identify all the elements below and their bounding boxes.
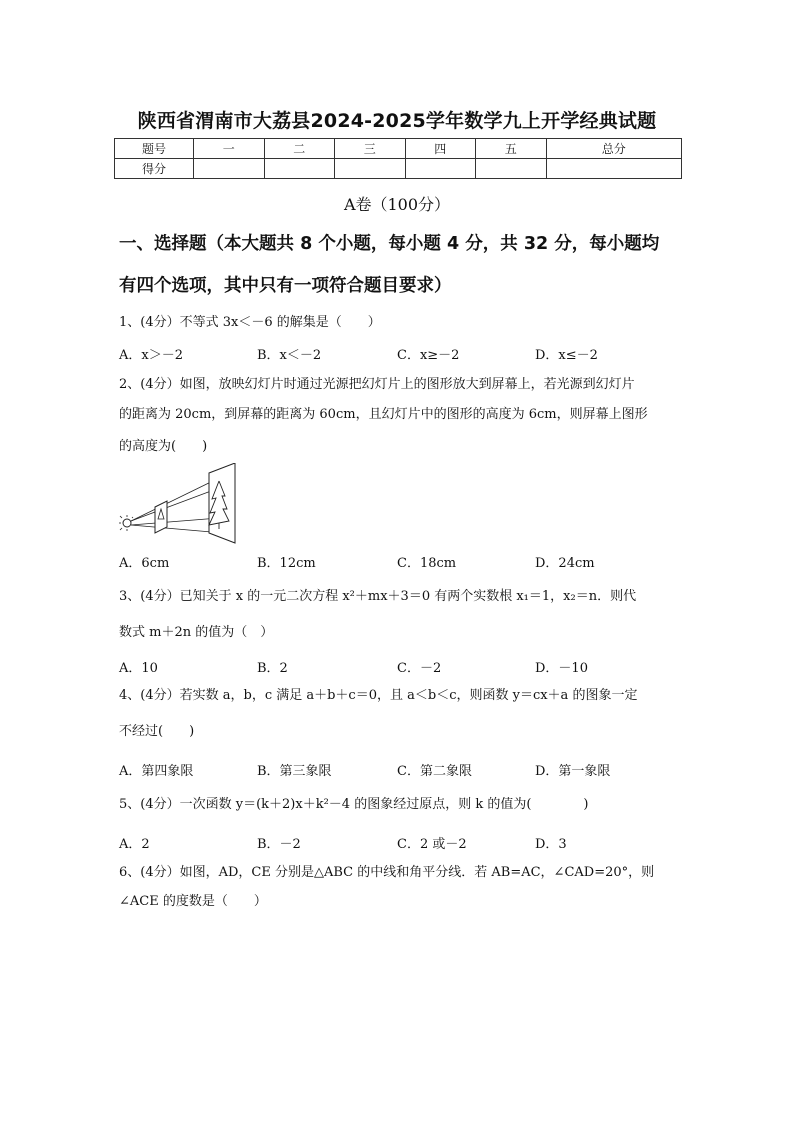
question-2-line3: 的高度为( ) (119, 439, 208, 454)
score-input-cell[interactable] (194, 159, 265, 179)
question-1-text: 1、(4分）不等式 3x＜－6 的解集是（ ） (119, 315, 381, 330)
option-b[interactable]: B．12cm (257, 556, 316, 571)
option-c[interactable]: C．－2 (397, 661, 442, 676)
question-5-options (119, 833, 685, 851)
option-a[interactable]: A．2 (119, 837, 150, 852)
screen-panel (209, 463, 235, 543)
score-cell: 题号 (115, 139, 194, 159)
light-source-icon (123, 519, 131, 527)
option-d[interactable]: D．－10 (535, 661, 588, 676)
score-cell: 五 (476, 139, 547, 159)
option-d[interactable]: D．24cm (535, 556, 595, 571)
question-3-line2: 数式 m＋2n 的值为（ ） (119, 625, 274, 640)
question-2-options (119, 552, 685, 570)
score-cell: 一 (194, 139, 265, 159)
question-6-line2: ∠ACE 的度数是（ ） (119, 894, 267, 909)
question-4-line2: 不经过( ) (119, 724, 195, 739)
question-1-options (119, 344, 685, 362)
score-table-score-row (115, 159, 682, 179)
option-a[interactable]: A．10 (119, 661, 158, 676)
option-c[interactable]: C．2 或－2 (397, 837, 467, 852)
option-c[interactable]: C．第二象限 (397, 764, 472, 779)
score-input-cell[interactable] (264, 159, 335, 179)
option-a[interactable]: A．6cm (119, 556, 170, 571)
score-cell: 四 (405, 139, 476, 159)
option-d[interactable]: D．3 (535, 837, 567, 852)
score-input-cell[interactable] (546, 159, 682, 179)
question-5-text: 5、(4分）一次函数 y＝(k＋2)x＋k²－4 的图象经过原点，则 k 的值为( ) (119, 797, 589, 812)
score-cell: 得分 (115, 159, 194, 179)
question-2-line2: 的距离为 20cm，到屏幕的距离为 60cm，且幻灯片中的图形的高度为 6cm，则屏幕上图形 (119, 407, 648, 422)
option-a[interactable]: A．第四象限 (119, 764, 194, 779)
question-4-line1: 4、(4分）若实数 a，b，c 满足 a＋b＋c＝0，且 a＜b＜c，则函数 y＝cx＋a 的图象一定 (119, 688, 638, 703)
question-2-line1: 2、(4分）如图，放映幻灯片时通过光源把幻灯片上的图形放大到屏幕上，若光源到幻灯片 (119, 377, 635, 392)
score-input-cell[interactable] (335, 159, 406, 179)
option-d[interactable]: D．第一象限 (535, 764, 611, 779)
score-cell: 总分 (546, 139, 682, 159)
option-c[interactable]: C．x≥－2 (397, 348, 460, 363)
paper-a-heading: A卷（100分） (343, 195, 451, 214)
option-b[interactable]: B．2 (257, 661, 288, 676)
projector-figure (119, 463, 241, 545)
score-input-cell[interactable] (476, 159, 547, 179)
question-4-options (119, 760, 685, 778)
score-input-cell[interactable] (405, 159, 476, 179)
section-heading-line2: 有四个选项，其中只有一项符合题目要求） (119, 276, 452, 296)
score-table (114, 138, 682, 179)
page-title: 陕西省渭南市大荔县2024-2025学年数学九上开学经典试题 (137, 110, 657, 132)
slide-panel (155, 501, 167, 533)
score-table-header-row (115, 139, 682, 159)
option-a[interactable]: A．x＞－2 (119, 348, 183, 363)
score-cell: 三 (335, 139, 406, 159)
question-3-line1: 3、(4分）已知关于 x 的一元二次方程 x²＋mx＋3＝0 有两个实数根 x₁＝1，x₂＝n．则代 (119, 589, 637, 604)
question-6-line1: 6、(4分）如图，AD，CE 分别是△ABC 的中线和角平分线．若 AB=AC，∠CAD=20°，则 (119, 865, 655, 880)
score-cell: 二 (264, 139, 335, 159)
section-heading-line1: 一、选择题（本大题共 8 个小题，每小题 4 分，共 32 分，每小题均 (119, 234, 660, 254)
question-3-options (119, 657, 685, 675)
option-b[interactable]: B．－2 (257, 837, 301, 852)
option-d[interactable]: D．x≤－2 (535, 348, 598, 363)
option-b[interactable]: B．第三象限 (257, 764, 332, 779)
option-c[interactable]: C．18cm (397, 556, 457, 571)
option-b[interactable]: B．x＜－2 (257, 348, 322, 363)
